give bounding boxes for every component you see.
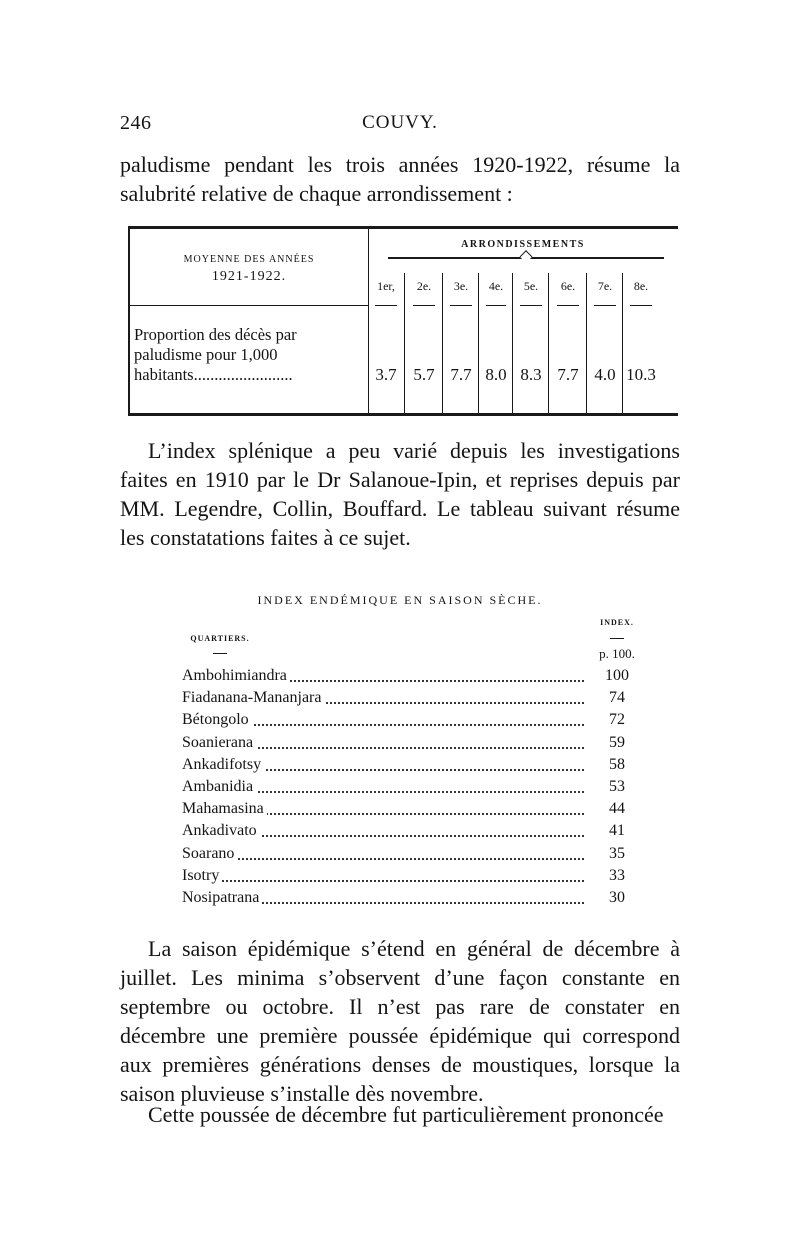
left-header-line1: MOYENNE DES ANNÉES [183,254,315,265]
arrondissement-column [548,273,587,413]
quarter-name: Bétongolo [182,709,252,731]
column-dash [557,305,580,306]
table-row [182,754,642,776]
table-row [182,665,642,687]
index-column-header: INDEX. [600,618,634,627]
quartiers-column-header: QUARTIERS. [190,634,250,643]
column-dash [450,305,472,306]
left-header-years: 1921-1922. [211,269,287,284]
table-row [182,820,642,842]
table-row [182,798,642,820]
quarter-name: Isotry [182,865,222,887]
malaria-mortality-table [128,226,678,416]
index-unit: p. 100. [599,646,635,661]
column-header: 4e. [488,279,504,293]
table-row [182,709,642,731]
column-dash [520,305,542,306]
index-value: 72 [592,709,642,731]
column-header: 1er, [377,279,395,293]
index-value: 59 [592,732,642,754]
column-header: 3e. [453,279,469,293]
table-left-header [130,251,368,285]
quarter-name: Fiadanana-Mananjara [182,687,324,709]
column-value: 5.7 [413,365,435,384]
column-value: 7.7 [450,365,472,384]
quarter-name: Ankadivato [182,820,260,842]
column-header: 8e. [633,279,649,293]
quarter-name: Mahamasina [182,798,267,820]
paragraph-epidemic-season: La saison épidémique s’étend en général de décembre à juillet. Les minima s’observent d’une façon constante en septembre ou octobre. Il n’est pas rare de constater en décembre une première poussée épidémique qui correspond aux premières générations denses de moustiques, lorsque la saison pluvieuse s’installe dès novembre. [120,936,680,1106]
table-row [182,865,642,887]
dot-leader [182,858,584,860]
column-header: 5e. [523,279,539,293]
arrondissement-column [622,273,659,413]
table-row [182,732,642,754]
arrondissement-column [512,273,549,413]
column-header: 2e. [416,279,432,293]
index-value: 53 [592,776,642,798]
index-value: 100 [592,665,642,687]
column-value: 10.3 [626,365,656,384]
column-header: 7e. [597,279,613,293]
column-value: 8.3 [520,365,542,384]
column-dash [375,305,397,306]
index-value: 35 [592,843,642,865]
index-header-dash [610,638,624,639]
dot-leader [182,880,584,882]
page-number: 246 [120,112,152,134]
index-value: 33 [592,865,642,887]
column-dash [486,305,506,306]
table-row [182,776,642,798]
arrondissements-header: ARRONDISSEMENTS [461,239,585,250]
header-brace [388,257,664,265]
header-separator [130,305,368,306]
paragraph-december-surge: Cette poussée de décembre fut particulièrement prononcée [148,1102,664,1127]
arrondissement-columns [368,273,678,413]
paragraph-intro: paludisme pendant les trois années 1920-1922, résume la salubrité relative de chaque arrondissement : [120,152,680,206]
running-title: COUVY. [362,112,438,133]
index-value: 41 [592,820,642,842]
column-dash [413,305,436,306]
column-value: 3.7 [375,365,397,384]
arrondissement-column [442,273,479,413]
index-value: 58 [592,754,642,776]
quarter-name: Ankadifotsy [182,754,264,776]
quartiers-header-dash [213,653,227,654]
arrondissement-column [404,273,443,413]
quarter-name: Nosipatrana [182,887,262,909]
quarter-name: Soarano [182,843,237,865]
quarter-name: Ambohimiandra [182,665,290,687]
arrondissement-column [478,273,513,413]
arrondissement-column [368,273,404,413]
paragraph-splenic-index: L’index splénique a peu varié depuis les investigations faites en 1910 par le Dr Salanoue-Ipin, et reprises depuis par MM. Legendre, Collin, Bouffard. Le tableau suivant résume les constatations faites à ce sujet. [120,438,680,550]
index-table-rows [182,665,642,909]
column-value: 7.7 [557,365,579,384]
arrondissement-column [586,273,623,413]
index-value: 44 [592,798,642,820]
quarter-name: Ambanidia [182,776,256,798]
row-label: Proportion des décès par paludisme pour 1,000 habitants........................ [134,325,297,384]
column-value: 4.0 [594,365,616,384]
index-value: 30 [592,887,642,909]
column-header: 6e. [560,279,576,293]
table-row [182,687,642,709]
quarter-name: Soanierana [182,732,256,754]
column-dash [594,305,616,306]
column-value: 8.0 [485,365,507,384]
index-value: 74 [592,687,642,709]
index-table-title: INDEX ENDÉMIQUE EN SAISON SÈCHE. [257,593,543,607]
table-row [182,887,642,909]
page-header [120,112,680,138]
table-row [182,843,642,865]
column-dash [630,305,652,306]
